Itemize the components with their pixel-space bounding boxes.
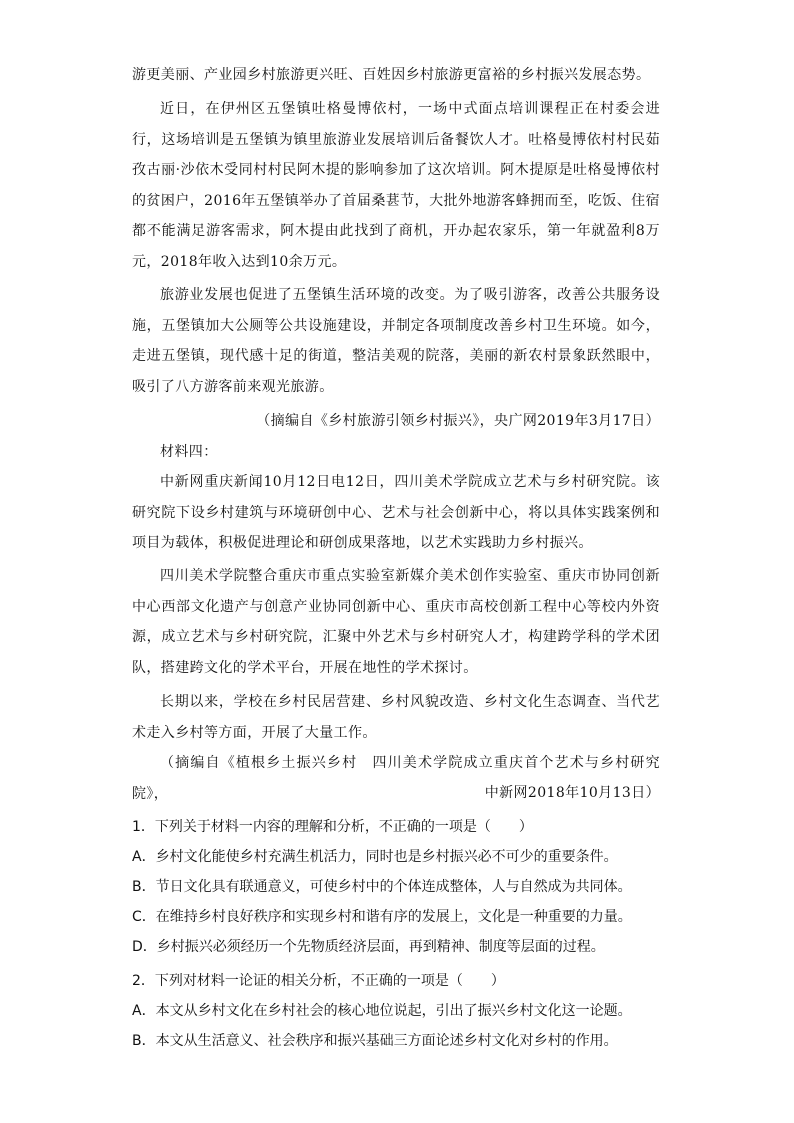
question-2-option-b: B．本文从生活意义、社会秩序和振兴基础三方面论述乡村文化对乡村的作用。	[132, 1033, 618, 1049]
question-1-stem: 1．下列关于材料一内容的理解和分析，不正确的一项是（ ）	[132, 819, 533, 835]
passage-paragraph-long-term: 长期以来，学校在乡村民居营建、乡村风貌改造、乡村文化生态调查、当代艺术走入乡村等方面，开展了大量工作。	[132, 694, 660, 741]
question-1-option-a: A．乡村文化能使乡村充满生机活力，同时也是乡村振兴必不可少的重要条件。	[132, 849, 618, 865]
passage-continuation: 游更美丽、产业园乡村旅游更兴旺、百姓因乡村旅游更富裕的乡村振兴发展态势。	[132, 67, 651, 83]
material-4-label: 材料四：	[160, 444, 218, 460]
source-citation-material-3: （摘编自《乡村旅游引领乡村振兴》，央广网2019年3月17日）	[256, 413, 660, 429]
passage-paragraph-integration: 四川美术学院整合重庆市重点实验室新媒介美术创作实验室、重庆市协同创新中心西部文化遗产与创意产业协同创新中心、重庆市高校创新工程中心等校内外资源，成立艺术与乡村研究院，汇聚中外艺术与乡村研究人才，构建跨学科的学术团队，搭建跨文化的学术平台，开展在地性的学术探讨。	[132, 568, 660, 676]
passage-paragraph-environment: 旅游业发展也促进了五堡镇生活环境的改变。为了吸引游客，改善公共服务设施，五堡镇加大公厕等公共设施建设，并制定各项制度改善乡村卫生环境。如今，走进五堡镇，现代感十足的街道，整洁美观的院落，美丽的新农村景象跃然眼中，吸引了八方游客前来观光旅游。	[132, 287, 660, 395]
question-1-option-c: C．在维持乡村良好秩序和实现乡村和谐有序的发展上，文化是一种重要的力量。	[132, 909, 632, 925]
question-1-option-d: D．乡村振兴必须经历一个先物质经济层面，再到精神、制度等层面的过程。	[132, 939, 605, 955]
source-citation-material-4-line1: （摘编自《植根乡土振兴乡村 四川美术学院成立重庆首个艺术与乡村研究院》，	[132, 755, 660, 802]
passage-paragraph-art-institute: 中新网重庆新闻10月12日电12日，四川美术学院成立艺术与乡村研究院。该研究院下设乡村建筑与环境研创中心、艺术与社会创新中心，将以具体实践案例和项目为载体，积极促进理论和研创成果落地，以艺术实践助力乡村振兴。	[132, 474, 660, 551]
question-1-option-b: B．节日文化具有联通意义，可使乡村中的个体连成整体，人与自然成为共同体。	[132, 879, 632, 895]
source-citation-material-4-line2: 中新网2018年10月13日）	[484, 785, 660, 801]
question-2-option-a: A．本文从乡村文化在乡村社会的核心地位说起，引出了振兴乡村文化这一论题。	[132, 1003, 632, 1019]
question-2-stem: 2．下列对材料一论证的相关分析，不正确的一项是（ ）	[132, 973, 505, 989]
passage-paragraph-wubao-training: 近日，在伊州区五堡镇吐格曼博依村，一场中式面点培训课程正在村委会进行，这场培训是五堡镇为镇里旅游业发展培训后备餐饮人才。吐格曼博依村村民茹孜古丽·沙依木受同村村民阿木提的影响参加了这次培训。阿木提原是吐格曼博依村的贫困户，2016年五堡镇举办了首届桑葚节，大批外地游客蜂拥而至，吃饭、住宿都不能满足游客需求，阿木提由此找到了商机，开办起农家乐，第一年就盈利8万元，2018年收入达到10余万元。	[132, 101, 660, 270]
